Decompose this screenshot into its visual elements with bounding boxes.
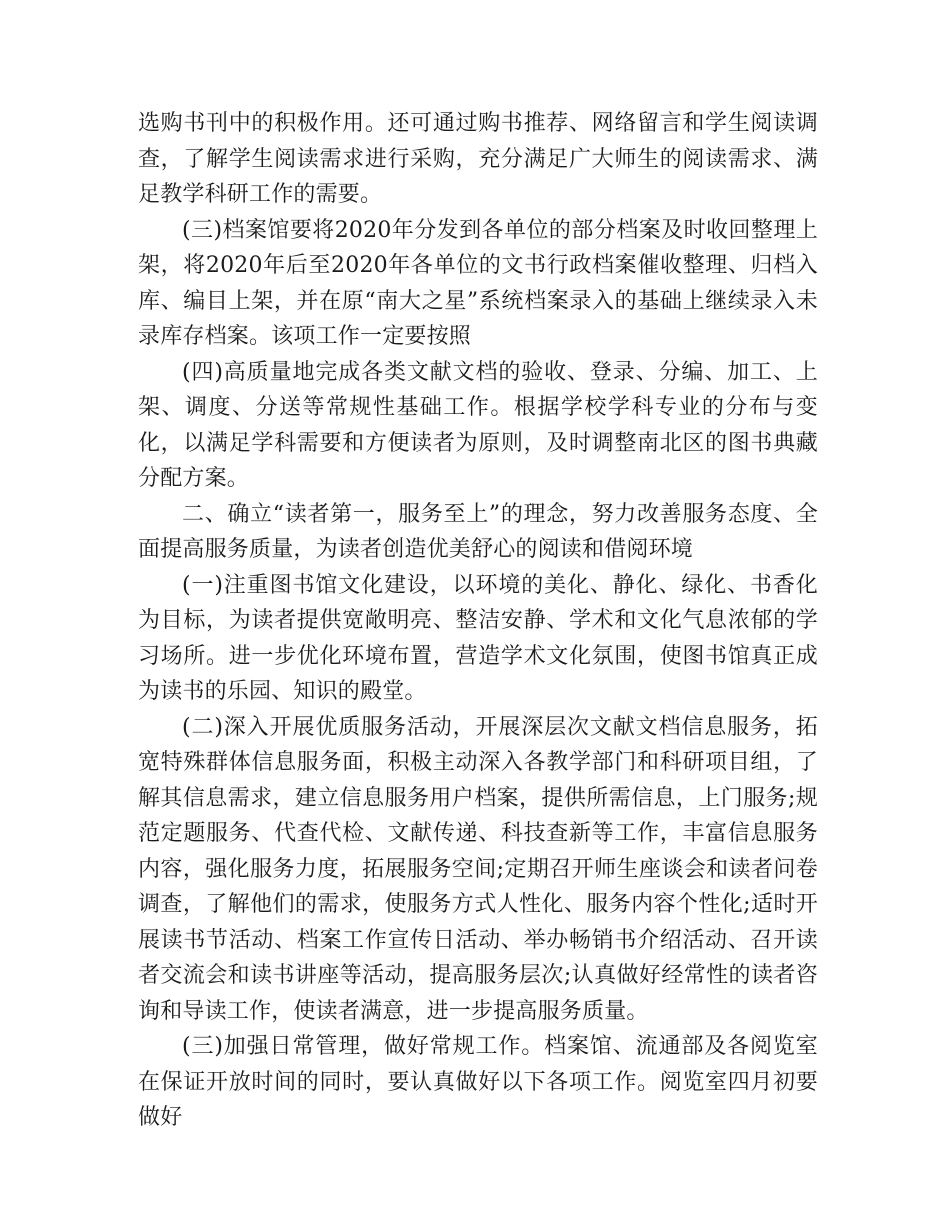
paragraph-daily-management: (三)加强日常管理，做好常规工作。档案馆、流通部及各阅览室在保证开放时间的同时，要认真做好以下各项工作。阅览室四月初要做好 [138,1034,818,1130]
document-body [138,106,818,1136]
section-heading-reader-first: 二、确立“读者第一，服务至上”的理念，努力改善服务态度、全面提高服务质量，为读者创造优美舒心的阅读和借阅环境 [138,501,818,562]
paragraph-continuation: 选购书刊中的积极作用。还可通过购书推荐、网络留言和学生阅读调查，了解学生阅读需求进行采购，充分满足广大师生的阅读需求、满足教学科研工作的需要。 [138,111,818,207]
paragraph-library-culture: (一)注重图书馆文化建设，以环境的美化、静化、绿化、书香化为目标，为读者提供宽敞明亮、整洁安静、学术和文化气息浓郁的学习场所。进一步优化环境布置，营造学术文化氛围，使图书馆真正成为读书的乐园、知识的殿堂。 [138,572,818,704]
paragraph-quality-service: (二)深入开展优质服务活动，开展深层次文献文档信息服务，拓宽特殊群体信息服务面，积极主动深入各教学部门和科研项目组，了解其信息需求，建立信息服务用户档案，提供所需信息，上门服务;规范定题服务、代查代检、文献传递、科技查新等工作，丰富信息服务内容，强化服务力度，拓展服务空间;定期召开师生座谈会和读者问卷调查，了解他们的需求，使服务方式人性化、服务内容个性化;适时开展读书节活动、档案工作宣传日活动、举办畅销书介绍活动、召开读者交流会和读书讲座等活动，提高服务层次;认真做好经常性的读者咨询和导读工作，使读者满意，进一步提高服务质量。 [138,714,818,1024]
paragraph-archive-work: (三)档案馆要将2020年分发到各单位的部分档案及时收回整理上架，将2020年后至2020年各单位的文书行政档案催收整理、归档入库、编目上架，并在原“南大之星”系统档案录入的基础上继续录入未录库存档案。该项工作一定要按照 [138,217,818,349]
paragraph-document-processing: (四)高质量地完成各类文献文档的验收、登录、分编、加工、上架、调度、分送等常规性基础工作。根据学校学科专业的分布与变化，以满足学科需要和方便读者为原则，及时调整南北区的图书典藏分配方案。 [138,359,818,491]
